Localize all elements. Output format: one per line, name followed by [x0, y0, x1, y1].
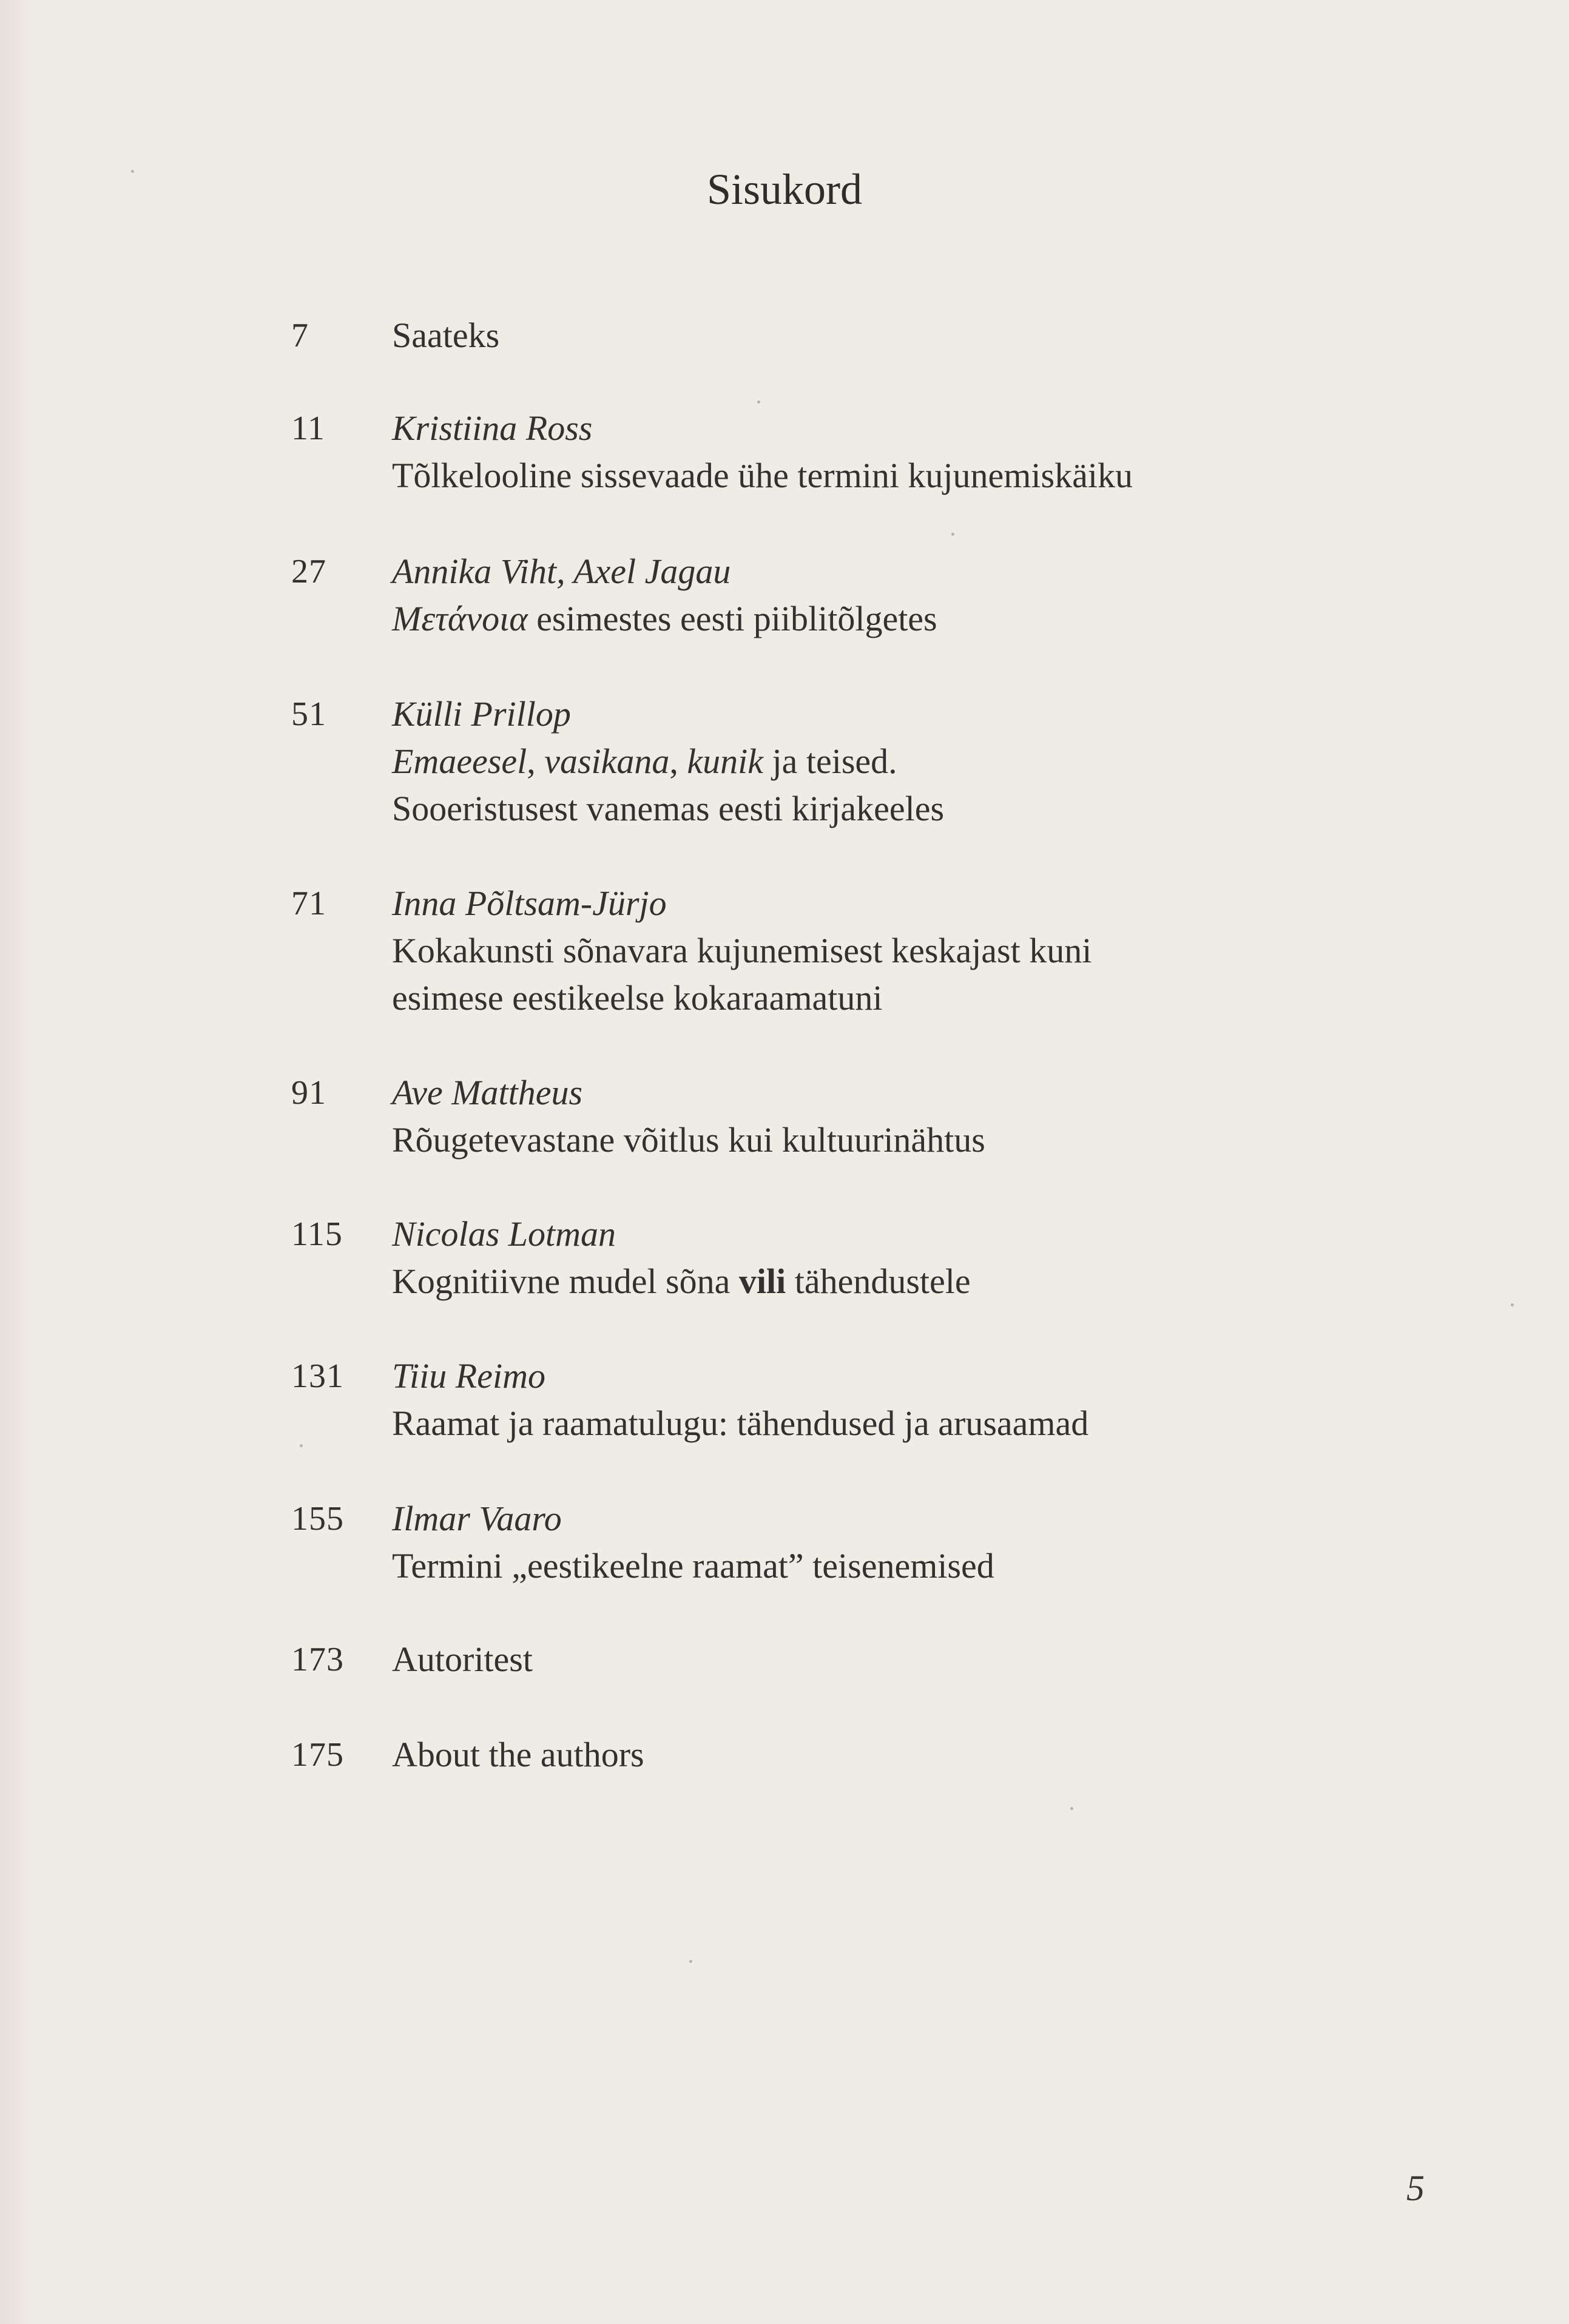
toc-title-punct: , [669, 741, 687, 781]
toc-title-punct: , [527, 741, 545, 781]
toc-author: Inna Põltsam-Jürjo [392, 883, 667, 923]
toc-title-line-2: Sooeristusest vanemas eesti kirjakeeles [392, 789, 945, 828]
toc-title-term: vasikana [544, 741, 670, 781]
toc-title-term: kunik [687, 741, 764, 781]
toc-author: Ave Mattheus [392, 1073, 583, 1112]
toc-author: Annika Viht, Axel Jagau [392, 552, 731, 591]
toc-title: Kokakunsti sõnavara kujunemisest keskajast kuni [392, 931, 1092, 970]
toc-page-number: 173 [291, 1641, 344, 1678]
toc-title-bold-term: vili [738, 1262, 786, 1301]
toc-title-term: Emaeesel [392, 741, 527, 781]
toc-page-number: 175 [291, 1736, 344, 1774]
toc-title-rest: esimestes eesti piiblitõlgetes [527, 599, 937, 638]
toc-author: Tiiu Reimo [392, 1356, 545, 1396]
page-number-folio: 5 [1406, 2168, 1425, 2208]
toc-title: About the authors [392, 1735, 644, 1774]
paper-speck [757, 400, 760, 404]
toc-title: Raamat ja raamatulugu: tähendused ja arusaamad [392, 1404, 1089, 1443]
toc-title-post: tähendustele [786, 1262, 971, 1301]
paper-speck [1070, 1807, 1073, 1810]
paper-speck [300, 1444, 303, 1447]
toc-title: Rõugetevastane võitlus kui kultuurinähtus [392, 1120, 985, 1160]
toc-page-number: 7 [291, 317, 309, 354]
toc-title-greek-term: Μετάνοια [392, 599, 528, 638]
toc-page-number: 11 [291, 410, 325, 447]
toc-author: Kristiina Ross [392, 408, 593, 448]
toc-author: Nicolas Lotman [392, 1214, 616, 1254]
toc-author: Külli Prillop [392, 694, 571, 734]
toc-title-pre: Kognitiivne mudel sõna [392, 1262, 739, 1301]
toc-page-number: 131 [291, 1357, 344, 1395]
toc-title: Autoritest [392, 1640, 533, 1679]
toc-title-rest: ja teised. [763, 741, 897, 781]
toc-page-number: 71 [291, 885, 326, 922]
toc-title [392, 1258, 1484, 1305]
toc-title-line-2: esimese eestikeelse kokaraamatuni [392, 978, 883, 1018]
toc-page-number: 51 [291, 695, 326, 733]
toc-title: Tõlkelooline sissevaade ühe termini kujunemiskäiku [392, 456, 1133, 495]
toc-page-number: 27 [291, 553, 326, 590]
toc-page-number: 91 [291, 1074, 326, 1112]
toc-page-number: 115 [291, 1215, 343, 1253]
toc-title: Saateks [392, 316, 500, 355]
toc-title [392, 738, 1484, 785]
paper-speck [951, 533, 954, 536]
page-title: Sisukord [706, 165, 863, 214]
toc-title [392, 595, 1484, 643]
toc-page-number: 155 [291, 1500, 344, 1538]
paper-speck [1511, 1303, 1514, 1306]
toc-author: Ilmar Vaaro [392, 1499, 562, 1538]
paper-speck [689, 1960, 692, 1963]
paper-speck [131, 170, 134, 173]
toc-title: Termini „eestikeelne raamat” teisenemised [392, 1546, 994, 1586]
